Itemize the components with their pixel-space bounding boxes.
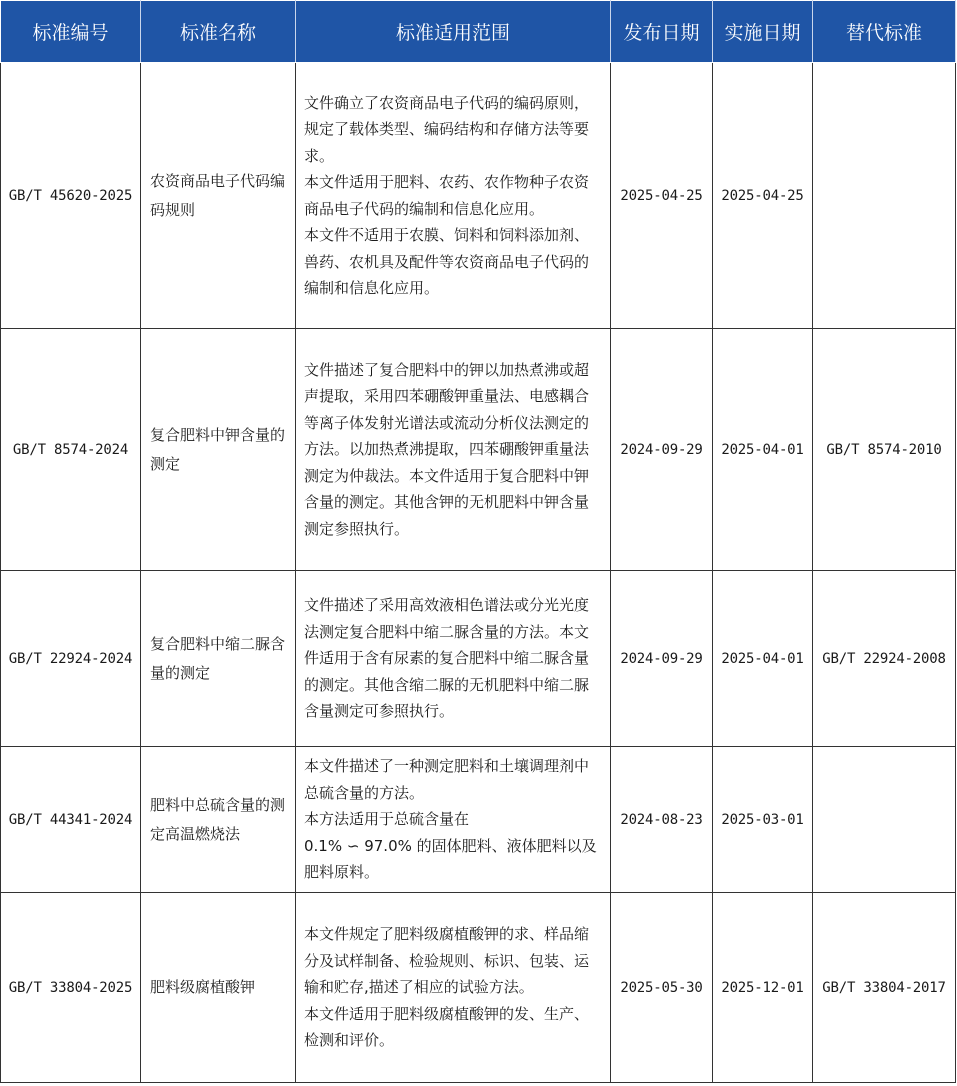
header-publish-date: 发布日期 <box>611 1 713 63</box>
implement-date: 2025-04-25 <box>713 63 813 329</box>
standard-name: 复合肥料中钾含量的测定 <box>141 329 296 571</box>
standard-scope <box>296 329 611 571</box>
standard-scope <box>296 571 611 747</box>
standard-name: 肥料中总硫含量的测定高温燃烧法 <box>141 747 296 893</box>
header-row <box>1 1 956 63</box>
header-name: 标准名称 <box>141 1 296 63</box>
table-row <box>1 747 956 893</box>
replaced-standard <box>813 747 956 893</box>
header-replaces: 替代标准 <box>813 1 956 63</box>
replaced-standard: GB/T 8574-2010 <box>813 329 956 571</box>
scope-paragraph: 文件描述了复合肥料中的钾以加热煮沸或超声提取，采用四苯硼酸钾重量法、电感耦合等离子体发射光谱法或流动分析仪法测定的方法。以加热煮沸提取，四苯硼酸钾重量法测定为仲裁法。本文件适用于复合肥料中钾含量的测定。其他含钾的无机肥料中钾含量测定参照执行。 <box>304 360 590 538</box>
standard-name: 肥料级腐植酸钾 <box>141 893 296 1083</box>
scope-paragraph: 本文件适用于肥料、农药、农作物种子农资商品电子代码的编制和信息化应用。 <box>304 173 590 218</box>
publish-date: 2024-09-29 <box>611 329 713 571</box>
replaced-standard <box>813 63 956 329</box>
publish-date: 2024-08-23 <box>611 747 713 893</box>
replaced-standard: GB/T 22924-2008 <box>813 571 956 747</box>
implement-date: 2025-04-01 <box>713 329 813 571</box>
standard-code: GB/T 8574-2024 <box>1 329 141 571</box>
table-row <box>1 63 956 329</box>
standard-code: GB/T 22924-2024 <box>1 571 141 747</box>
implement-date: 2025-03-01 <box>713 747 813 893</box>
implement-date: 2025-04-01 <box>713 571 813 747</box>
publish-date: 2025-05-30 <box>611 893 713 1083</box>
standard-code: GB/T 45620-2025 <box>1 63 141 329</box>
scope-paragraph: 本文件描述了一种测定肥料和土壤调理剂中总硫含量的方法。 <box>304 757 590 802</box>
header-code: 标准编号 <box>1 1 141 63</box>
scope-paragraph: 本文件规定了肥料级腐植酸钾的求、样品缩分及试样制备、检验规则、标识、包装、运输和贮存,描述了相应的试验方法。 <box>304 925 590 997</box>
scope-paragraph: 本方法适用于总硫含量在 <box>304 810 470 829</box>
publish-date: 2024-09-29 <box>611 571 713 747</box>
standard-scope <box>296 893 611 1083</box>
publish-date: 2025-04-25 <box>611 63 713 329</box>
implement-date: 2025-12-01 <box>713 893 813 1083</box>
table-row <box>1 893 956 1083</box>
standard-scope <box>296 63 611 329</box>
scope-paragraph: 0.1% ∽ 97.0% 的固体肥料、液体肥料以及肥料原料。 <box>304 836 597 882</box>
scope-paragraph: 文件描述了采用高效液相色谱法或分光光度法测定复合肥料中缩二脲含量的方法。本文件适用于含有尿素的复合肥料中缩二脲含量的测定。其他含缩二脲的无机肥料中缩二脲含量测定可参照执行。 <box>304 596 590 721</box>
scope-paragraph: 本文件适用于肥料级腐植酸钾的发、生产、检测和评价。 <box>304 1004 590 1050</box>
scope-paragraph: 文件确立了农资商品电子代码的编码原则，规定了载体类型、编码结构和存储方法等要求。 <box>304 93 590 165</box>
header-scope: 标准适用范围 <box>296 1 611 63</box>
table-row <box>1 329 956 571</box>
table-row <box>1 571 956 747</box>
standard-scope <box>296 747 611 893</box>
header-implement-date: 实施日期 <box>713 1 813 63</box>
standard-name: 复合肥料中缩二脲含量的测定 <box>141 571 296 747</box>
standard-code: GB/T 44341-2024 <box>1 747 141 893</box>
replaced-standard: GB/T 33804-2017 <box>813 893 956 1083</box>
scope-paragraph: 本文件不适用于农膜、饲料和饲料添加剂、兽药、农机具及配件等农资商品电子代码的编制和信息化应用。 <box>304 226 590 297</box>
standard-name: 农资商品电子代码编码规则 <box>141 63 296 329</box>
standard-code: GB/T 33804-2025 <box>1 893 141 1083</box>
